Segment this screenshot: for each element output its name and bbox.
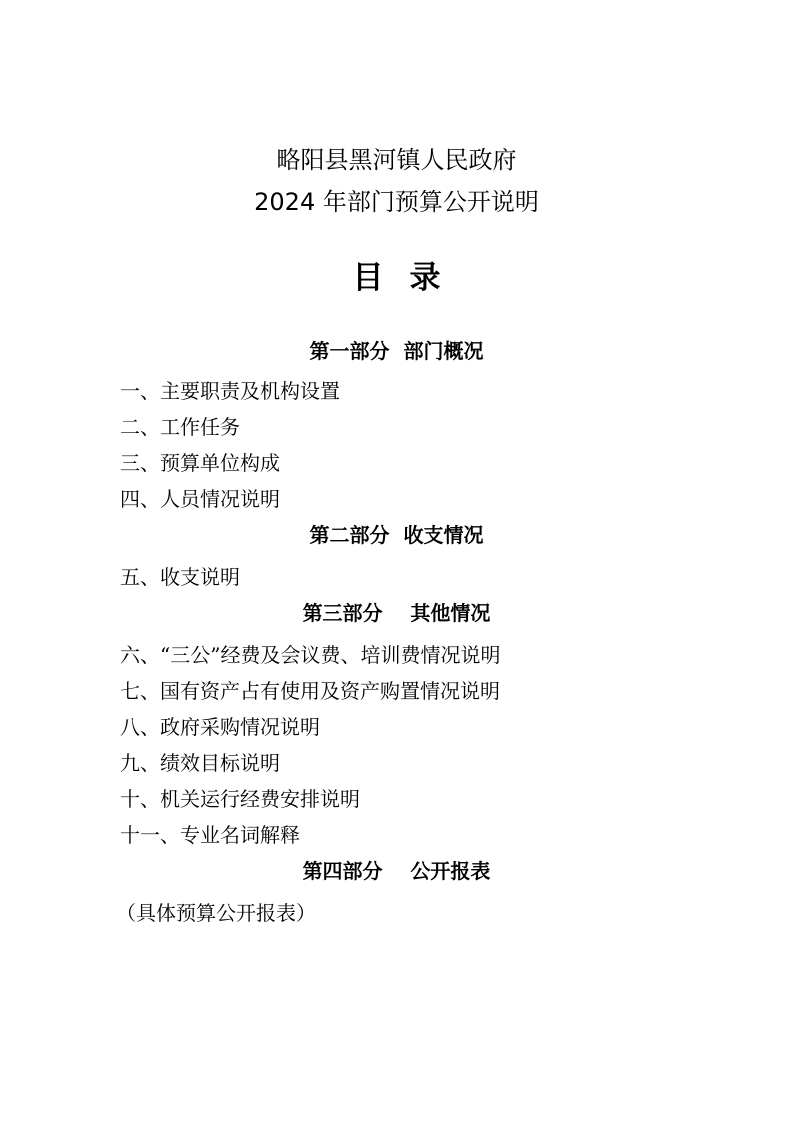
toc-item: 一、主要职责及机构设置 — [120, 379, 340, 403]
part2-heading: 第二部分 收支情况 — [309, 523, 484, 547]
toc-item: 二、工作任务 — [120, 415, 240, 439]
toc-item: 八、政府采购情况说明 — [120, 715, 320, 739]
part1-heading: 第一部分 部门概况 — [309, 339, 484, 363]
toc-heading: 目录 — [352, 260, 467, 296]
toc-item: 九、绩效目标说明 — [120, 751, 280, 775]
title-line-2: 2024 年部门预算公开说明 — [254, 188, 539, 216]
toc-item: 十、机关运行经费安排说明 — [120, 787, 360, 811]
title-line-1: 略阳县黑河镇人民政府 — [276, 146, 517, 174]
toc-item: 七、国有资产占有使用及资产购置情况说明 — [120, 679, 500, 703]
part4-heading: 第四部分 公开报表 — [302, 859, 491, 883]
toc-note: （具体预算公开报表） — [116, 901, 316, 925]
toc-item: 三、预算单位构成 — [120, 451, 280, 475]
toc-item: 六、“三公”经费及会议费、培训费情况说明 — [120, 643, 501, 667]
toc-item: 五、收支说明 — [120, 565, 240, 589]
part3-heading: 第三部分 其他情况 — [302, 601, 491, 625]
toc-item: 四、人员情况说明 — [120, 487, 280, 511]
toc-item: 十一、专业名词解释 — [120, 823, 300, 847]
